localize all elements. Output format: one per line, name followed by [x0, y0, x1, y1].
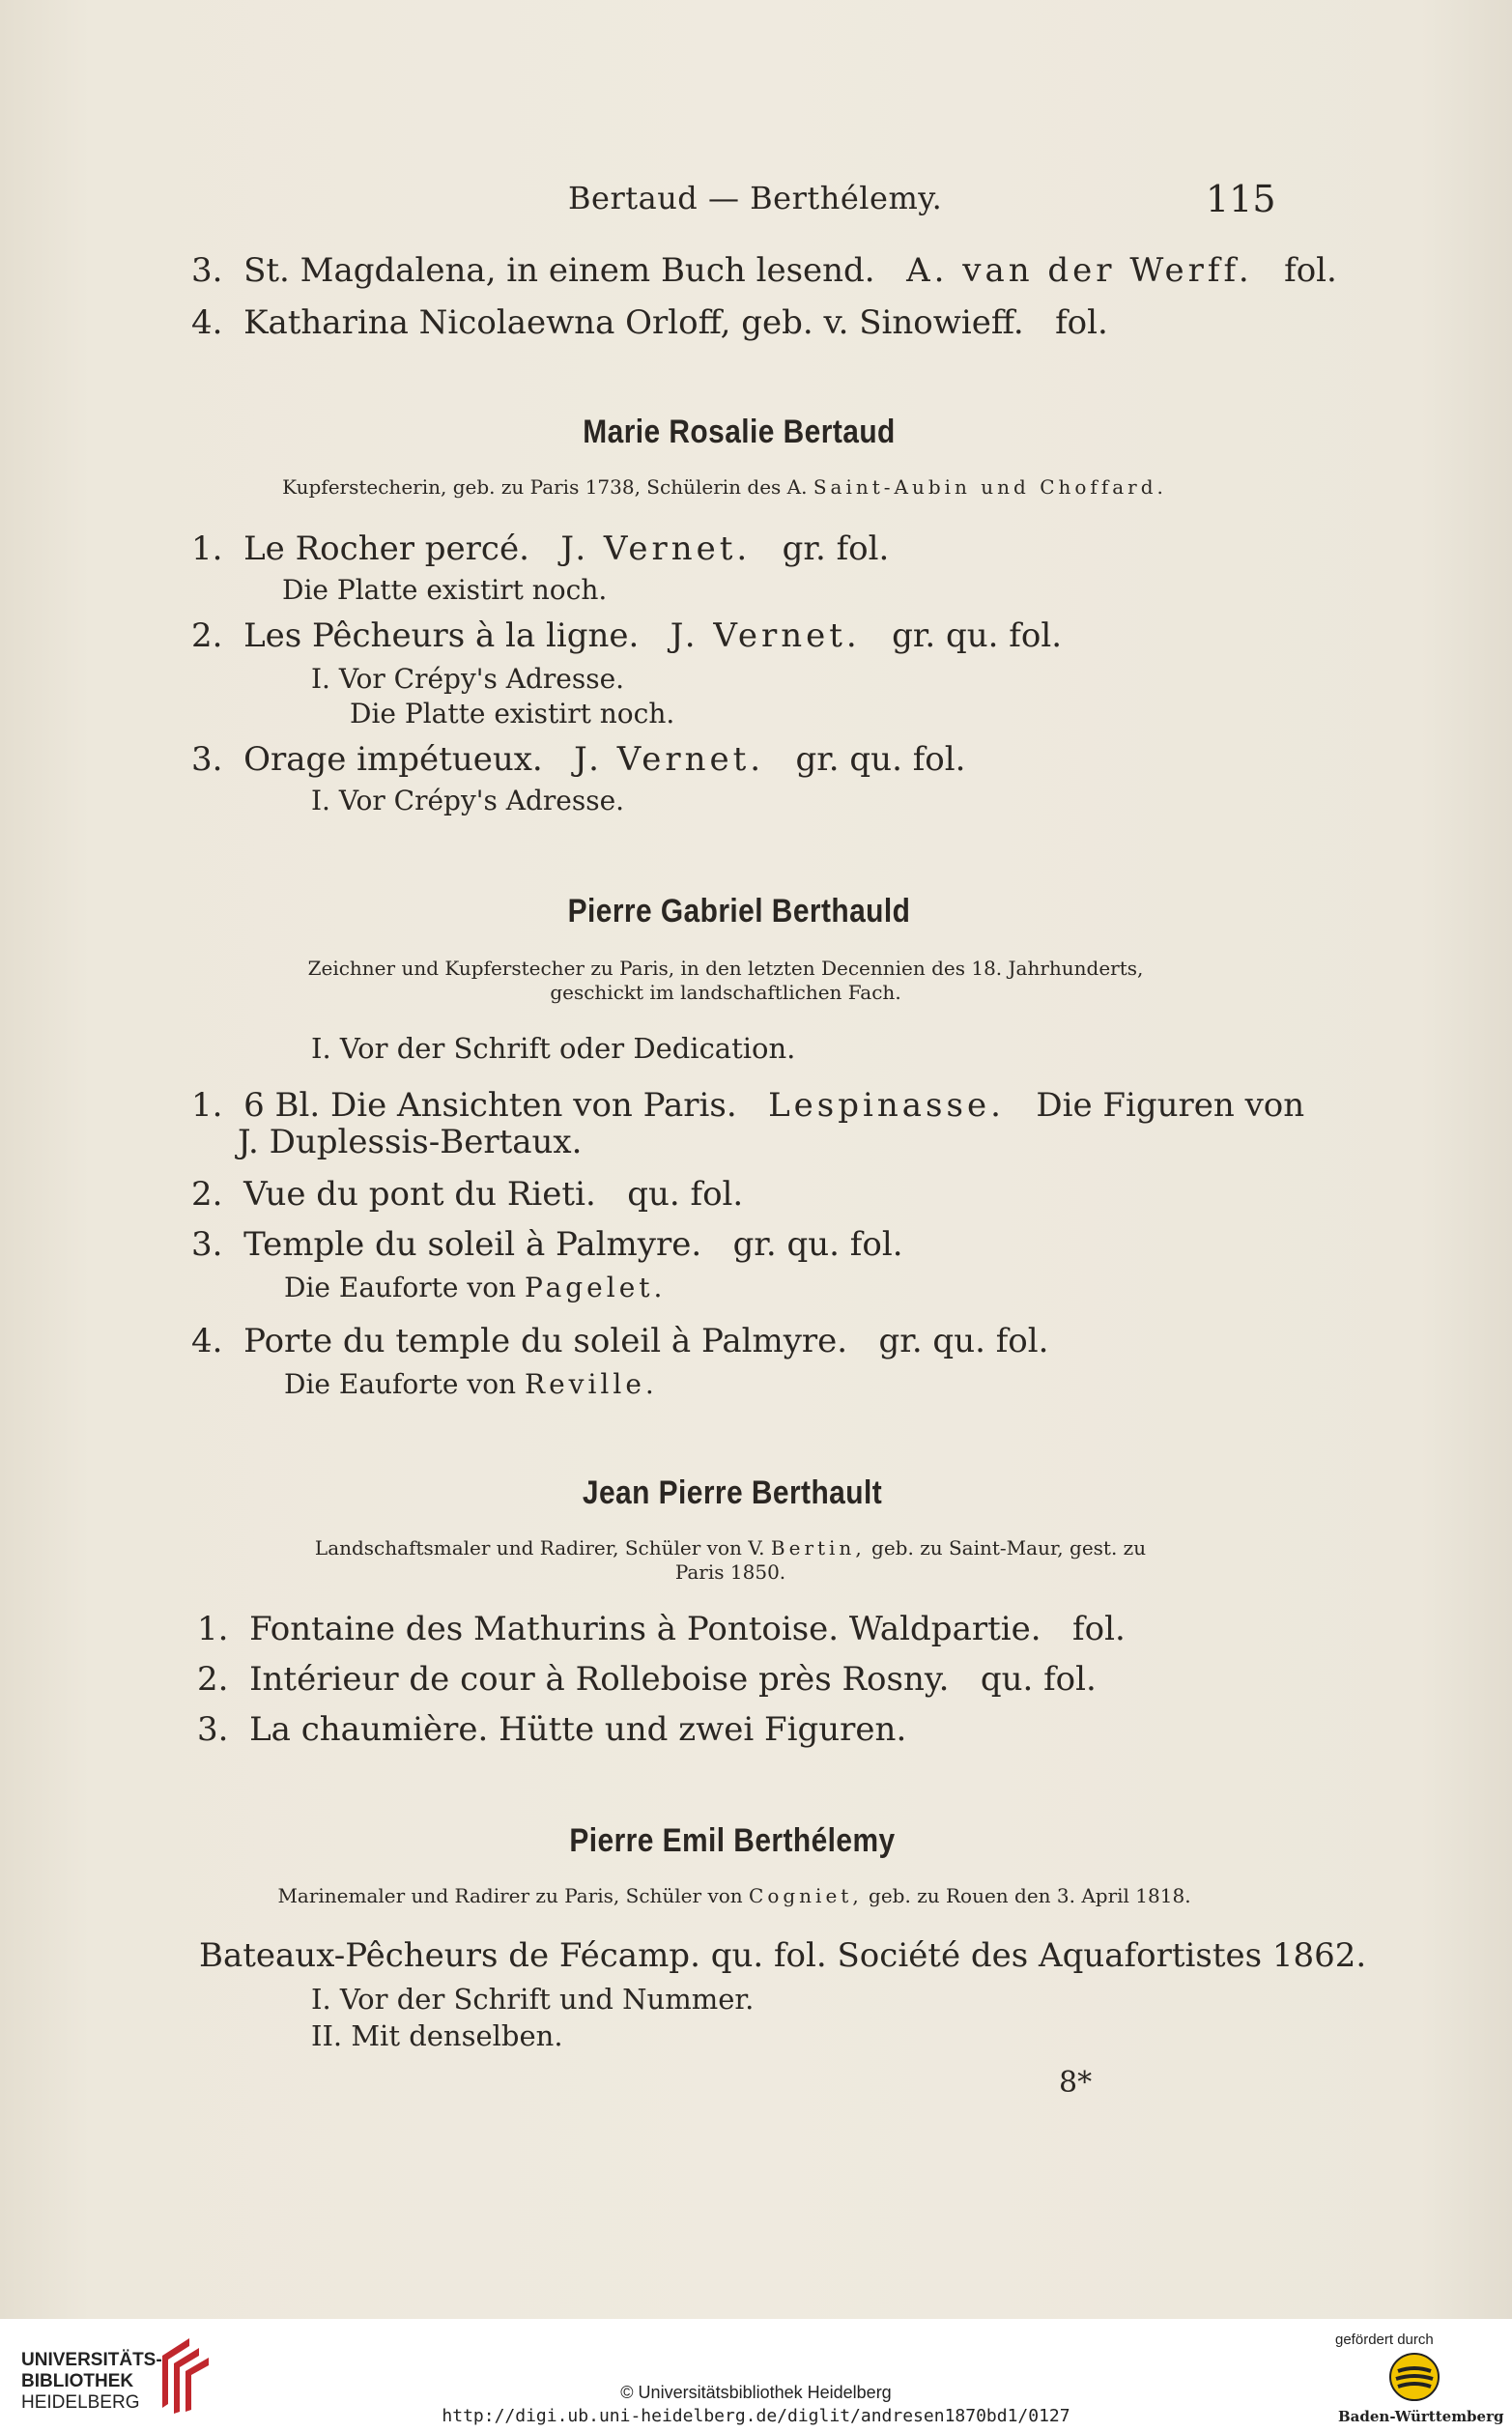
list-item: 3. Temple du soleil à Palmyre. gr. qu. fol. [191, 1225, 903, 1264]
list-item: 1. Fontaine des Mathurins à Pontoise. Waldpartie. fol. [197, 1610, 1126, 1648]
section-heading: Pierre Emil Berthélemy [569, 1822, 896, 1859]
section-heading: Marie Rosalie Bertaud [583, 414, 896, 450]
item-note: I. Vor der Schrift und Nummer. [311, 1983, 755, 2016]
library-name: UNIVERSITÄTS- BIBLIOTHEK HEIDELBERG [21, 2350, 162, 2413]
copyright-text: © Universitätsbibliothek Heidelberg [620, 2383, 892, 2402]
item-note: II. Mit denselben. [311, 2019, 563, 2052]
list-item: Bateaux-Pêcheurs de Fécamp. qu. fol. Société des Aquafortistes 1862. [199, 1936, 1367, 1975]
list-item: 1. Le Rocher percé. J. Vernet. gr. fol. [191, 529, 890, 568]
footer-bar [0, 2319, 1512, 2432]
state-note: I. Vor der Schrift oder Dedication. [311, 1032, 796, 1065]
signature-mark: 8* [1059, 2066, 1093, 2100]
section-heading: Jean Pierre Berthault [582, 1474, 883, 1511]
item-note: Die Platte existirt noch. [282, 574, 608, 606]
list-item: 3. La chaumière. Hütte und zwei Figuren. [197, 1710, 907, 1749]
artist-bio: Marinemaler und Radirer zu Paris, Schüler von Cogniet, geb. zu Rouen den 3. April 1818. [277, 1884, 1191, 1907]
list-item: 4. Katharina Nicolaewna Orloff, geb. v. Sinowieff. fol. [191, 303, 1108, 342]
list-item: 1. 6 Bl. Die Ansichten von Paris. Lespinasse. Die Figuren von [191, 1086, 1305, 1125]
item-note: Die Eauforte von Reville. [284, 1368, 658, 1400]
list-item: 2. Vue du pont du Rieti. qu. fol. [191, 1175, 744, 1214]
list-item: 2. Intérieur de cour à Rolleboise près Rosny. qu. fol. [197, 1660, 1097, 1699]
page-number: 115 [1206, 178, 1276, 220]
artist-bio: Kupferstecherin, geb. zu Paris 1738, Schülerin des A. Saint-Aubin und Choffard. [282, 475, 1167, 499]
item-note: Die Platte existirt noch. [350, 698, 675, 730]
list-item-continuation: J. Duplessis-Bertaux. [238, 1123, 583, 1161]
artist-bio: Landschaftsmaler und Radirer, Schüler von V. Bertin, geb. zu Saint-Maur, gest. zu Paris 1850. [314, 1536, 1147, 1584]
permalink-url[interactable]: http://digi.ub.uni-heidelberg.de/diglit/andresen1870bd1/0127 [442, 2406, 1070, 2426]
list-item: 2. Les Pêcheurs à la ligne. J. Vernet. gr. qu. fol. [191, 616, 1063, 655]
sponsor-name: Baden-Württemberg [1338, 2408, 1504, 2425]
coat-of-arms-icon [1388, 2352, 1441, 2402]
list-item: 4. Porte du temple du soleil à Palmyre. gr. qu. fol. [191, 1322, 1049, 1360]
section-heading: Pierre Gabriel Berthauld [567, 893, 911, 930]
library-logo-icon [155, 2336, 213, 2416]
item-note: Die Eauforte von Pagelet. [284, 1272, 667, 1303]
list-item: 3. Orage impétueux. J. Vernet. gr. qu. fol. [191, 740, 966, 779]
item-note: I. Vor Crépy's Adresse. [311, 663, 625, 695]
artist-bio: Zeichner und Kupferstecher zu Paris, in den letzten Decennien des 18. Jahrhunderts, geschickt im landschaftlichen Fach. [307, 957, 1144, 1004]
running-header: Bertaud — Berthélemy. [568, 180, 943, 216]
list-item: 3. St. Magdalena, in einem Buch lesend. A. van der Werff. fol. [191, 251, 1337, 290]
item-note: I. Vor Crépy's Adresse. [311, 785, 625, 816]
sponsor-label: gefördert durch [1335, 2332, 1434, 2348]
